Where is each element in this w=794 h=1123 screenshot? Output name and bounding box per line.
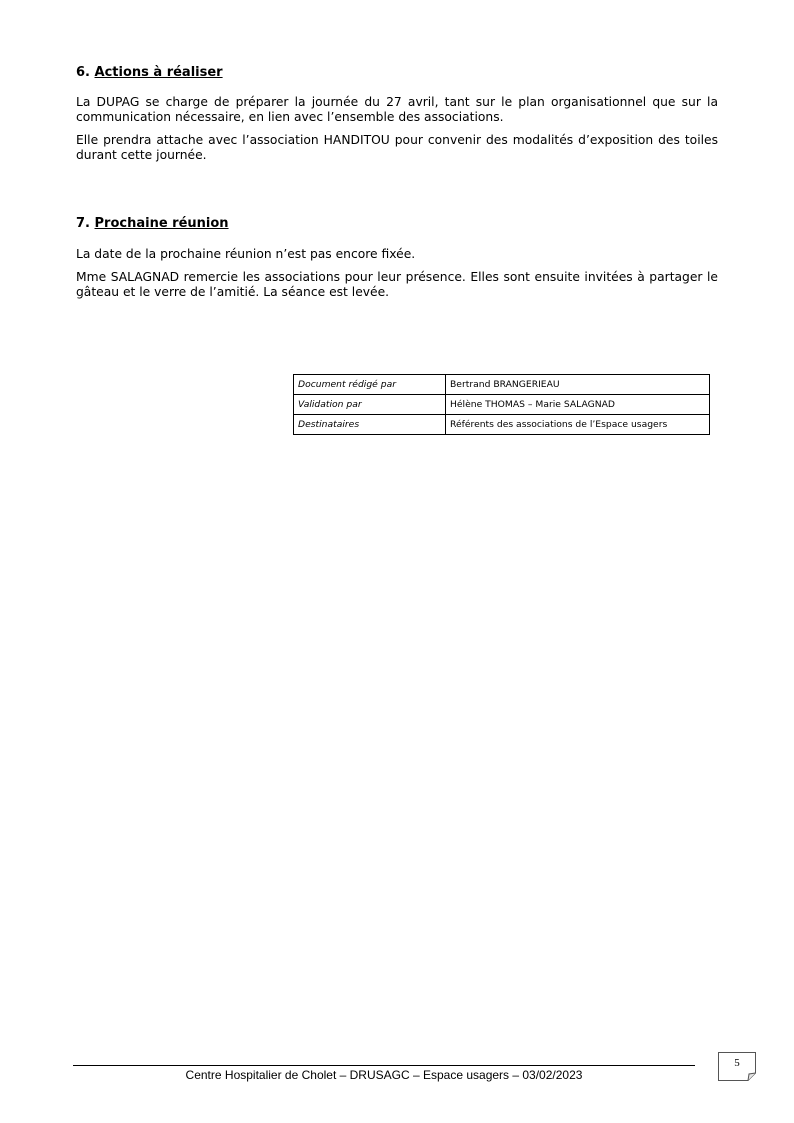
table-row (294, 415, 710, 435)
table-cell-value: Hélène THOMAS – Marie SALAGNAD (446, 395, 710, 415)
paragraph: Mme SALAGNAD remercie les associations pour leur présence. Elles sont ensuite invitées à partager le gâteau et le verre de l’amitié. La séance est levée. (76, 270, 718, 299)
table-cell-value: Bertrand BRANGERIEAU (446, 375, 710, 395)
validation-table (293, 374, 710, 435)
section-number: 6. (76, 65, 90, 80)
section-heading-actions (76, 65, 223, 80)
table-cell-label: Validation par (294, 395, 446, 415)
table-row (294, 395, 710, 415)
section-title: Prochaine réunion (94, 216, 229, 231)
page-number: 5 (734, 1057, 740, 1069)
paragraph: Elle prendra attache avec l’association HANDITOU pour convenir des modalités d’exposition des toiles durant cette journée. (76, 133, 718, 162)
page-number-box (718, 1052, 756, 1081)
section-title: Actions à réaliser (94, 65, 223, 80)
footer-divider (73, 1065, 695, 1066)
table-cell-label: Document rédigé par (294, 375, 446, 395)
section-heading-next-meeting (76, 216, 229, 231)
table-cell-value: Référents des associations de l’Espace usagers (446, 415, 710, 435)
footer-text: Centre Hospitalier de Cholet – DRUSAGC – Espace usagers – 03/02/2023 (185, 1068, 583, 1082)
table-row (294, 375, 710, 395)
paragraph: La DUPAG se charge de préparer la journée du 27 avril, tant sur le plan organisationnel que sur la communication nécessaire, en lien avec l’ensemble des associations. (76, 95, 718, 124)
table-cell-label: Destinataires (294, 415, 446, 435)
section-number: 7. (76, 216, 90, 231)
paragraph: La date de la prochaine réunion n’est pas encore fixée. (76, 247, 416, 261)
